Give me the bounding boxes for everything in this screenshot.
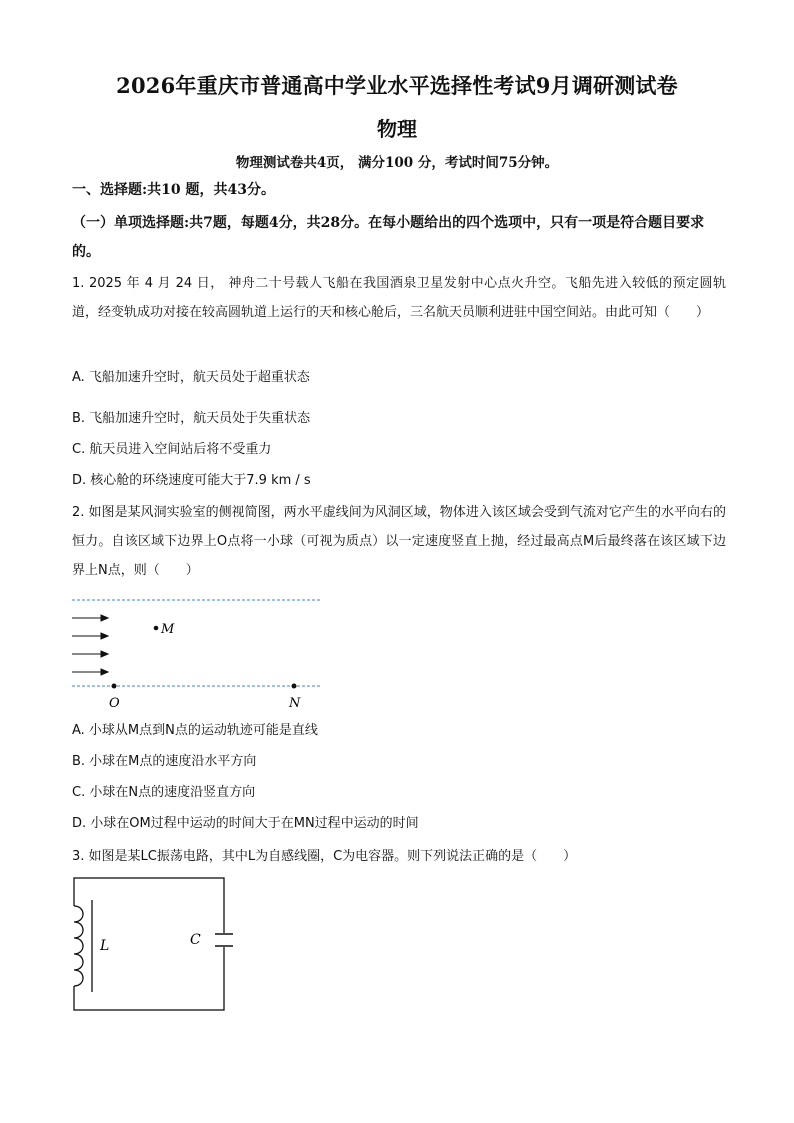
question-1-option-b: B. 飞船加速升空时，航天员处于失重状态 (72, 411, 311, 426)
wind-arrows (72, 615, 108, 675)
question-1-stem: 1. 2025 年 4 月 24 日， 神舟二十号载人飞船在我国酒泉卫星发射中心点火升空。飞船先进入较低的预定圆轨道，经变轨成功对接在较高圆轨道上运行的天和核心舱后，三名航天员顺利进驻中国空间站。由此可知（ ） (72, 276, 726, 320)
question-2-option-c: C. 小球在N点的速度沿竖直方向 (72, 785, 256, 800)
lc-circuit-figure (68, 872, 234, 1016)
section-heading: 一、选择题:共10 题，共43分。 (72, 182, 276, 198)
question-1-option-c: C. 航天员进入空间站后将不受重力 (72, 442, 272, 457)
point-n-dot (292, 684, 297, 689)
circuit-loop (74, 878, 224, 1010)
inductor-label: L (100, 938, 110, 954)
question-1-option-d: D. 核心舱的环绕速度可能大于7.9 km / s (72, 473, 311, 488)
point-n-label: N (289, 696, 301, 711)
point-o-dot (112, 684, 117, 689)
wind-tunnel-figure (66, 592, 330, 714)
question-2-option-b: B. 小球在M点的速度沿水平方向 (72, 754, 257, 769)
point-m-label: M (161, 622, 175, 637)
point-o-label: O (109, 696, 120, 711)
capacitor-gap (218, 933, 230, 947)
subject-title: 物理 (377, 117, 417, 141)
exam-info: 物理测试卷共4页， 满分100 分，考试时间75分钟。 (235, 155, 559, 171)
question-2-option-a: A. 小球从M点到N点的运动轨迹可能是直线 (72, 723, 318, 738)
question-2-stem: 2. 如图是某风洞实验室的侧视简图，两水平虚线间为风洞区域，物体进入该区域会受到气流对它产生的水平向右的恒力。自该区域下边界上O点将一小球（可视为质点）以一定速度竖直上抛，经过最高点M后最终落在该区域下边界上N点，则（ ） (72, 505, 726, 578)
section-sub-heading: （一）单项选择题:共7题，每题4分，共28分。在每小题给出的四个选项中，只有一项是符合题目要求的。 (72, 215, 705, 260)
question-3-stem: 3. 如图是某LC振荡电路，其中L为自感线圈，C为电容器。则下列说法正确的是（ ） (72, 849, 577, 864)
point-m-dot (154, 626, 159, 631)
exam-title: 2026年重庆市普通高中学业水平选择性考试9月调研测试卷 (116, 73, 678, 98)
question-1-option-a: A. 飞船加速升空时，航天员处于超重状态 (72, 370, 310, 385)
capacitor-label: C (190, 932, 201, 948)
coil-gap (69, 906, 81, 986)
question-2-option-d: D. 小球在OM过程中运动的时间大于在MN过程中运动的时间 (72, 816, 419, 831)
